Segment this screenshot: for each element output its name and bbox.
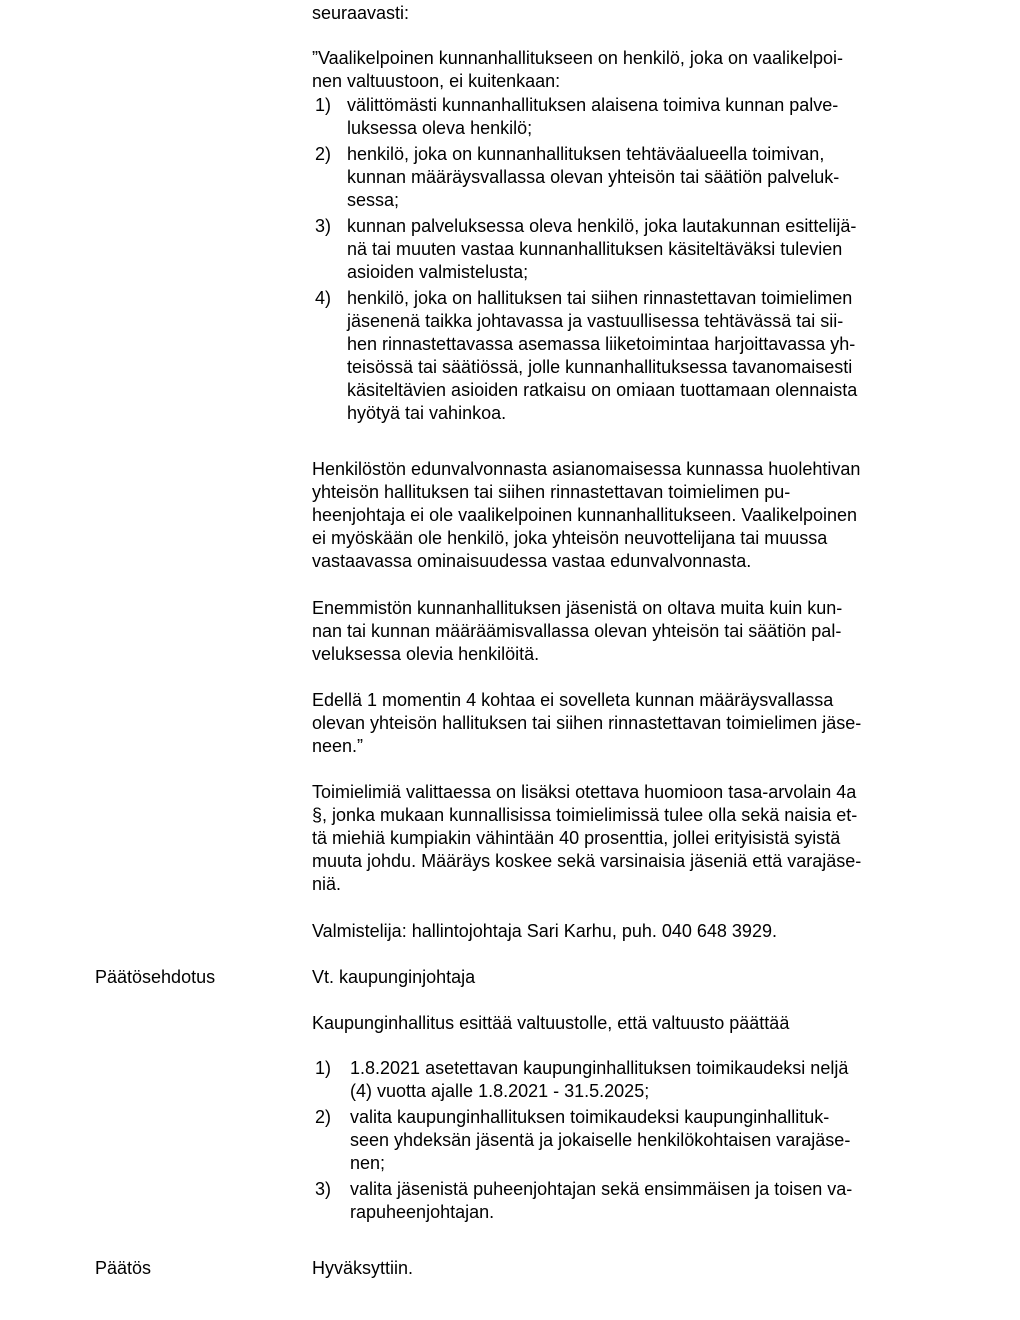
law-item-number: 4) (315, 288, 332, 308)
law-item-line: sessa; (347, 190, 400, 210)
paragraph-line: olevan yhteisön hallituksen tai siihen rinnastettavan toimielimen jäse- (312, 713, 862, 733)
law-item-line: luksessa oleva henkilö; (347, 118, 533, 138)
preparer-text: Valmistelija: hallintojohtaja Sari Karhu, puh. 040 648 3929. (312, 921, 777, 941)
proposer-text: Vt. kaupunginjohtaja (312, 967, 476, 987)
law-item-line: asioiden valmistelusta; (347, 262, 529, 282)
proposal-list-item (312, 1106, 928, 1175)
law-item-line: välittömästi kunnanhallituksen alaisena toimiva kunnan palve- (347, 95, 839, 115)
paragraph-line: niä. (312, 874, 342, 894)
proposal-label: Päätösehdotus (95, 967, 216, 987)
law-item-line: hen rinnastettavassa asemassa liiketoimintaa harjoittavassa yh- (347, 334, 856, 354)
law-item-line: käsiteltävien asioiden ratkaisu on omiaan tuottamaan olennaista (347, 380, 858, 400)
paragraph-equality (312, 781, 928, 896)
decision-text: Hyväksyttiin. (312, 1258, 414, 1278)
law-quote-line: nen valtuustoon, ei kuitenkaan: (312, 71, 561, 91)
paragraph-line: Toimielimiä valittaessa on lisäksi otettava huomioon tasa-arvolain 4a (312, 782, 857, 802)
law-item-line: henkilö, joka on hallituksen tai siihen rinnastettavan toimielimen (347, 288, 853, 308)
law-item-number: 1) (315, 95, 332, 115)
paragraph-line: neen.” (312, 736, 364, 756)
paragraph-line: muuta johdu. Määräys koskee sekä varsinaisia jäseniä että varajäse- (312, 851, 862, 871)
proposal-item-number: 3) (315, 1179, 332, 1199)
proposal-item-line: 1.8.2021 asetettavan kaupunginhallituksen toimikaudeksi neljä (350, 1058, 849, 1078)
proposal-list-item (312, 1178, 928, 1224)
law-item-line: henkilö, joka on kunnanhallituksen tehtäväalueella toimivan, (347, 144, 825, 164)
law-quote-intro (312, 47, 928, 93)
paragraph-moment (312, 689, 928, 758)
law-item-number: 2) (315, 144, 332, 164)
paragraph-line: heenjohtaja ei ole vaalikelpoinen kunnanhallitukseen. Vaalikelpoinen (312, 505, 858, 525)
paragraph-line: vastaavassa ominaisuudessa vastaa edunvalvonnasta. (312, 551, 752, 571)
decision-label: Päätös (95, 1258, 152, 1278)
proposal-item-line: nen; (350, 1153, 386, 1173)
proposal-item-number: 1) (315, 1058, 332, 1078)
proposal-intro-text: Kaupunginhallitus esittää valtuustolle, että valtuusto päättää (312, 1013, 790, 1033)
law-item-line: kunnan määräysvallassa olevan yhteisön tai säätiön palveluk- (347, 167, 840, 187)
law-item-line: teisössä tai säätiössä, jolle kunnanhallituksessa tavanomaisesti (347, 357, 853, 377)
law-item-line: jäsenenä taikka johtavassa ja vastuullisessa tehtävässä tai sii- (347, 311, 844, 331)
decision (312, 1257, 928, 1280)
law-item-line: hyötyä tai vahinkoa. (347, 403, 507, 423)
paragraph-majority (312, 597, 928, 666)
proposal-item-line: (4) vuotta ajalle 1.8.2021 - 31.5.2025; (350, 1081, 650, 1101)
proposal-item-line: valita kaupunginhallituksen toimikaudeksi kaupunginhallituk- (350, 1107, 830, 1127)
proposal-list-item (312, 1057, 928, 1103)
law-item-number: 3) (315, 216, 332, 236)
law-item-line: nä tai muuten vastaa kunnanhallituksen käsiteltäväksi tulevien (347, 239, 843, 259)
preparer-line (312, 920, 928, 943)
proposal-intro (312, 1012, 928, 1035)
proposal-item-number: 2) (315, 1107, 332, 1127)
proposer (312, 966, 928, 989)
paragraph-line: Henkilöstön edunvalvonnasta asianomaisessa kunnassa huolehtivan (312, 459, 861, 479)
proposal-item-line: rapuheenjohtajan. (350, 1202, 495, 1222)
paragraph-line: Enemmistön kunnanhallituksen jäsenistä on oltava muita kuin kun- (312, 598, 843, 618)
proposal-list (312, 1057, 928, 1227)
intro-text: seuraavasti: (312, 3, 410, 23)
paragraph-line: veluksessa olevia henkilöitä. (312, 644, 540, 664)
paragraph-personnel (312, 458, 928, 573)
paragraph-line: §, jonka mukaan kunnallisissa toimielimissä tulee olla sekä naisia et- (312, 805, 858, 825)
paragraph-line: nan tai kunnan määräämisvallassa olevan yhteisön tai säätiön pal- (312, 621, 842, 641)
proposal-item-line: seen yhdeksän jäsentä ja jokaiselle henkilökohtaisen varajäse- (350, 1130, 851, 1150)
proposal-item-line: valita jäsenistä puheenjohtajan sekä ensimmäisen ja toisen va- (350, 1179, 853, 1199)
law-list-item (312, 143, 928, 212)
paragraph-line: tä miehiä kumpiakin vähintään 40 prosenttia, jollei erityisistä syistä (312, 828, 841, 848)
paragraph-line: yhteisön hallituksen tai siihen rinnastettavan toimielimen pu- (312, 482, 791, 502)
paragraph-line: Edellä 1 momentin 4 kohtaa ei sovelleta kunnan määräysvallassa (312, 690, 834, 710)
law-list-item (312, 94, 928, 140)
law-list-item (312, 287, 928, 425)
law-item-line: kunnan palveluksessa oleva henkilö, joka lautakunnan esittelijä- (347, 216, 857, 236)
paragraph-line: ei myöskään ole henkilö, joka yhteisön neuvottelijana tai muussa (312, 528, 828, 548)
law-list-item (312, 215, 928, 284)
law-quote-line: ”Vaalikelpoinen kunnanhallitukseen on henkilö, joka on vaalikelpoi- (312, 48, 844, 68)
law-list (312, 94, 928, 428)
intro-line (312, 2, 928, 25)
